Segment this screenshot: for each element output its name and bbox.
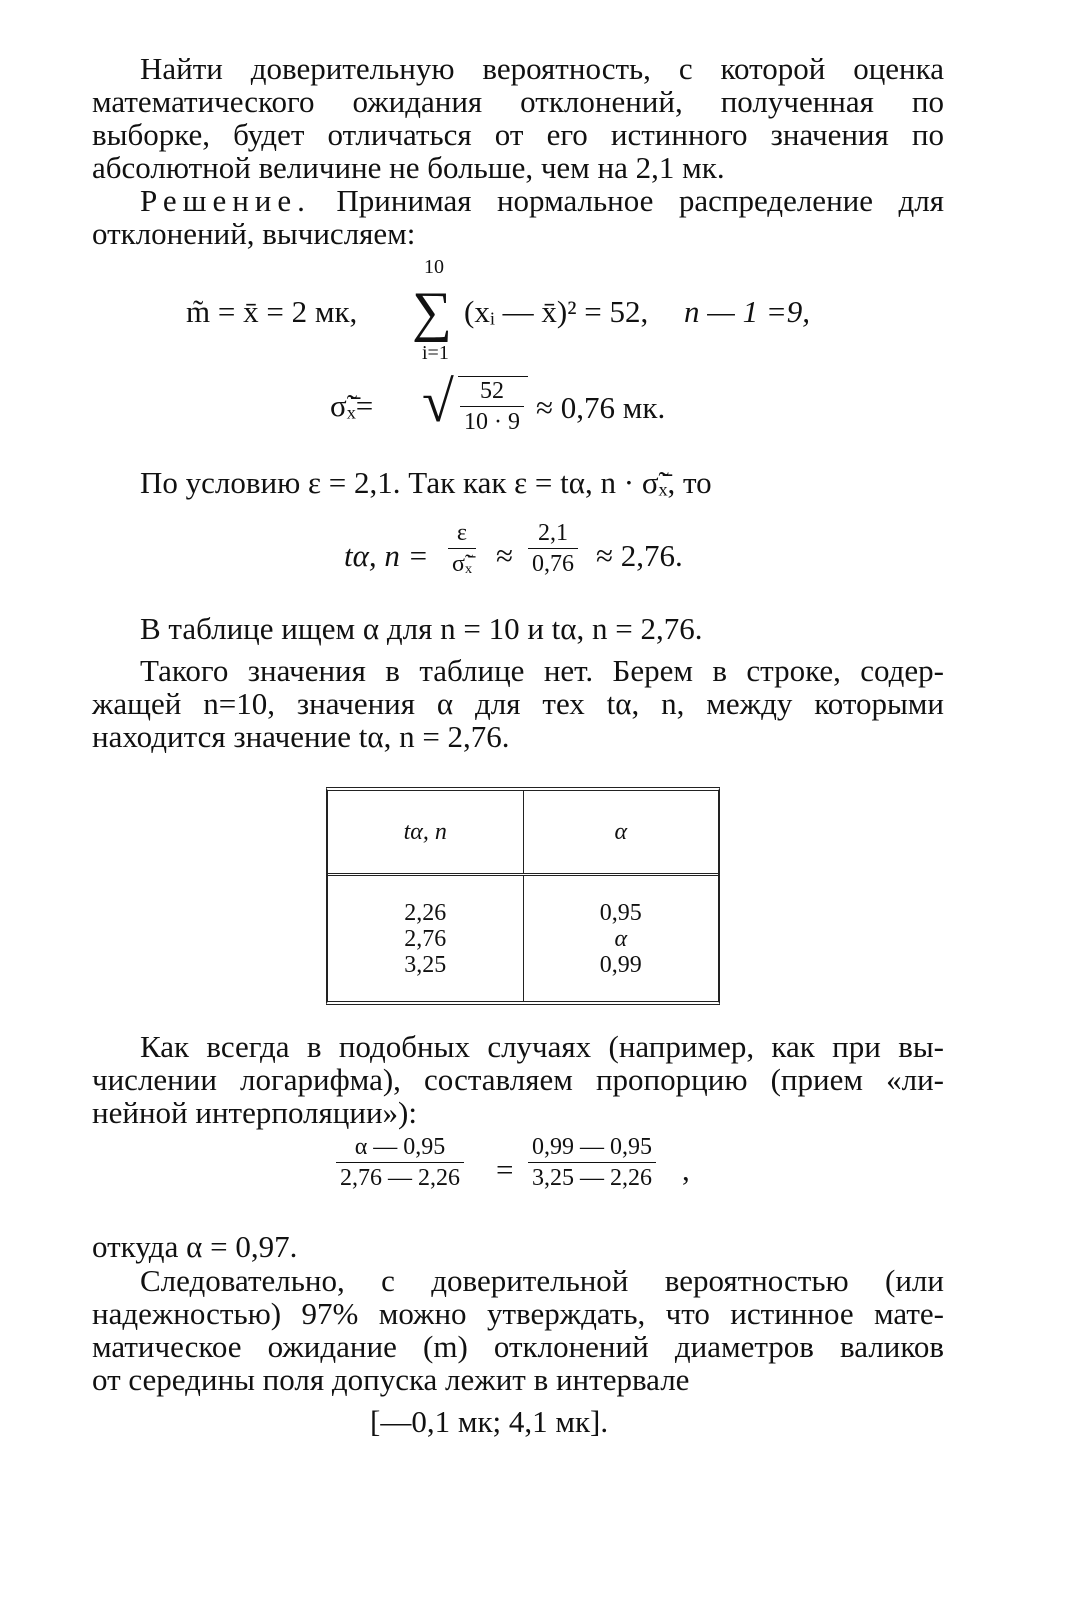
table-cell: 0,99: [599, 951, 642, 978]
text-line: матическое ожидание (m) отклонений диаметров валиков: [92, 1329, 944, 1364]
solution-heading: Решение.: [140, 183, 311, 218]
solution-intro: [92, 184, 944, 250]
interpolation-table: [326, 787, 720, 1005]
text-line: абсолютной величине не больше, чем на 2,1 мк.: [92, 150, 725, 185]
table-cell: α: [614, 925, 628, 952]
fraction-denominator: 10 · 9: [460, 406, 524, 435]
text-line: Найти доверительную вероятность, с которой оценка: [140, 51, 944, 86]
t-fraction-symbolic: [448, 520, 476, 577]
sigma-rhs: ≈ 0,76 мк.: [536, 390, 666, 425]
text-line: Такого значения в таблице нет. Берем в строке, содер-: [140, 653, 944, 688]
proportion-left: [336, 1134, 464, 1191]
formula-lhs: m̃ = x̄ = 2 мк,: [186, 294, 358, 329]
formula-mean-sum: [186, 256, 846, 366]
table-cell: 2,26: [404, 899, 447, 926]
text-line: математического ожидания отклонений, полученная по: [92, 84, 944, 119]
text-line: В таблице ищем α для n = 10 и tα, n = 2,76.: [140, 611, 703, 646]
fraction-denominator: 2,76 — 2,26: [336, 1162, 464, 1191]
text-line: от середины поля допуска лежит в интервале: [92, 1362, 690, 1397]
text-line: выборке, будет отличаться от его истинного значения по: [92, 117, 944, 152]
column-t-values: [328, 875, 523, 1002]
text-line: Как всегда в подобных случаях (например, как при вы-: [140, 1029, 944, 1064]
comma: ,: [682, 1152, 690, 1187]
text-fragment: Принимая нормальное распределение для: [336, 183, 944, 218]
text-line: жащей n=10, значения α для тех tα, n, между которыми: [92, 686, 944, 721]
text-line: [92, 184, 944, 217]
table-row: [328, 875, 718, 1002]
equals-sign: =: [496, 1152, 514, 1187]
table: [328, 791, 718, 1001]
fraction-numerator: α — 0,95: [354, 1134, 446, 1160]
text-line: числении логарифма), составляем пропорцию (прием «ли-: [92, 1062, 944, 1097]
table-cell: 2,76: [404, 925, 447, 952]
sigma-fraction: [460, 378, 524, 435]
text-line: Следовательно, с доверительной вероятностью (или: [140, 1263, 944, 1298]
formula-proportion: [336, 1134, 716, 1214]
fraction-denominator: 3,25 — 2,26: [528, 1162, 656, 1191]
text-line: нейной интерполяции»):: [92, 1095, 417, 1130]
formula-t: [344, 512, 724, 592]
formula-sigma: [330, 370, 750, 450]
text-line: отклонений, вычисляем:: [92, 216, 416, 251]
table-intro: [92, 654, 944, 753]
fraction-numerator: 0,99 — 0,95: [532, 1134, 652, 1160]
problem-statement: [92, 52, 944, 184]
table-cell: 3,25: [404, 951, 447, 978]
column-header-t: tα, n: [328, 791, 523, 875]
approx-sign: ≈: [496, 538, 514, 573]
conclusion: [92, 1264, 944, 1396]
degrees-of-freedom: n — 1 =9,: [684, 294, 810, 329]
column-header-alpha: α: [523, 791, 718, 875]
text-line: откуда α = 0,97.: [92, 1229, 298, 1264]
condition-line: [92, 466, 944, 499]
radical-sign: √: [422, 369, 454, 434]
text-line: По условию ε = 2,1. Так как ε = tα, n · σ̃ₓ̄, то: [140, 465, 712, 500]
fraction-denominator: σ̃ₓ̄: [448, 548, 476, 577]
fraction-numerator: ε: [456, 520, 467, 546]
confidence-interval: [—0,1 мк; 4,1 мк].: [370, 1404, 609, 1439]
proportion-right: [528, 1134, 656, 1191]
column-alpha-values: [523, 875, 718, 1002]
table-header-row: [328, 791, 718, 875]
radical-bar: [458, 376, 528, 377]
interpolation-text: [92, 1030, 944, 1129]
sum-expression: (xᵢ — x̄)² = 52,: [464, 294, 649, 329]
text-line: находится значение tα, n = 2,76.: [92, 719, 510, 754]
t-lhs: tα, n =: [344, 538, 429, 573]
sum-symbol: ∑: [412, 281, 452, 343]
fraction-numerator: 52: [480, 378, 504, 404]
sum-upper-limit: 10: [424, 256, 444, 278]
fraction-denominator: 0,76: [528, 548, 578, 577]
sum-lower-limit: i=1: [422, 342, 449, 364]
text-line: надежностью) 97% можно утверждать, что истинное мате-: [92, 1296, 944, 1331]
t-fraction-numeric: [528, 520, 578, 577]
fraction-numerator: 2,1: [538, 520, 568, 546]
lookup-line: [92, 612, 944, 645]
table-cell: 0,95: [599, 899, 642, 926]
sigma-lhs: σ̃ₓ̄=: [330, 388, 374, 423]
result-line: [92, 1230, 944, 1263]
t-rhs: ≈ 2,76.: [596, 538, 683, 573]
